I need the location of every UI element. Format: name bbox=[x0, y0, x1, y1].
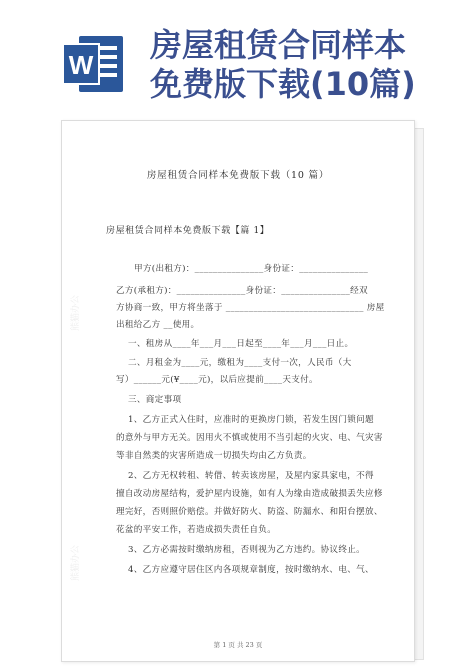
watermark: 熊猫办公 bbox=[71, 294, 81, 331]
text-line: 理完好，否则照价赔偿。并做好防火、防盗、防漏水、和阳台摆放、 bbox=[116, 507, 383, 517]
text-line: 擅自改动房屋结构，爱护屋内设施，如有人为缘由造成破损丢失应修 bbox=[116, 489, 383, 499]
document-page bbox=[61, 120, 415, 662]
text-line: 3、乙方必需按时缴纳房租，否则视为乙方违约。协议终止。 bbox=[128, 545, 366, 555]
text-line: 二、月租金为____元，缴租为____支付一次，人民币（大 bbox=[128, 358, 352, 368]
text-line: 三、商定事项 bbox=[128, 395, 182, 405]
text-line: 等非自然类的灾害所造成一切损失均由乙方负责。 bbox=[116, 451, 312, 461]
banner bbox=[0, 0, 474, 112]
text-line: 方协商一致，甲方将坐落于 ______________________________ 房屋 bbox=[116, 303, 385, 313]
word-document-icon bbox=[57, 28, 129, 100]
page-number: 第 1 页 共 23 页 bbox=[213, 641, 263, 649]
text-line: 4、乙方应遵守居住区内各项规章制度，按时缴纳水、电、气、 bbox=[128, 565, 374, 575]
watermark: 熊猫办公 bbox=[71, 544, 81, 581]
page-title: 房屋租赁合同样本 免费版下载(10篇) bbox=[150, 26, 416, 103]
text-line: 写）______元(¥____元)，以后应提前____天支付。 bbox=[116, 375, 318, 385]
text-line: 2、乙方无权转租、转借、转卖该房屋，及屋内家具家电，不得 bbox=[128, 471, 374, 481]
svg-text:W: W bbox=[68, 50, 94, 80]
text-line: 的意外与甲方无关。因用火不慎或使用不当引起的火灾、电、气灾害 bbox=[116, 433, 383, 443]
text-line: 出租给乙方 __使用。 bbox=[116, 320, 200, 330]
text-line: 1、乙方正式入住时，应准时的更换房门锁，若发生因门锁问题 bbox=[128, 415, 374, 425]
text-line: 一、租房从____年___月___日起至____年___月___日止。 bbox=[128, 339, 354, 349]
document-heading: 房屋租赁合同样本免费版下载（10 篇） bbox=[146, 170, 330, 181]
section-title: 房屋租赁合同样本免费版下载【篇 1】 bbox=[106, 226, 270, 236]
text-line: 乙方(承租方)：_______________身份证：_______________经双 bbox=[116, 286, 368, 296]
text-line: 甲方(出租方)：_______________身份证：_______________ bbox=[134, 264, 369, 274]
text-line: 花盆的平安工作，若造成损失责任自负。 bbox=[116, 525, 277, 535]
